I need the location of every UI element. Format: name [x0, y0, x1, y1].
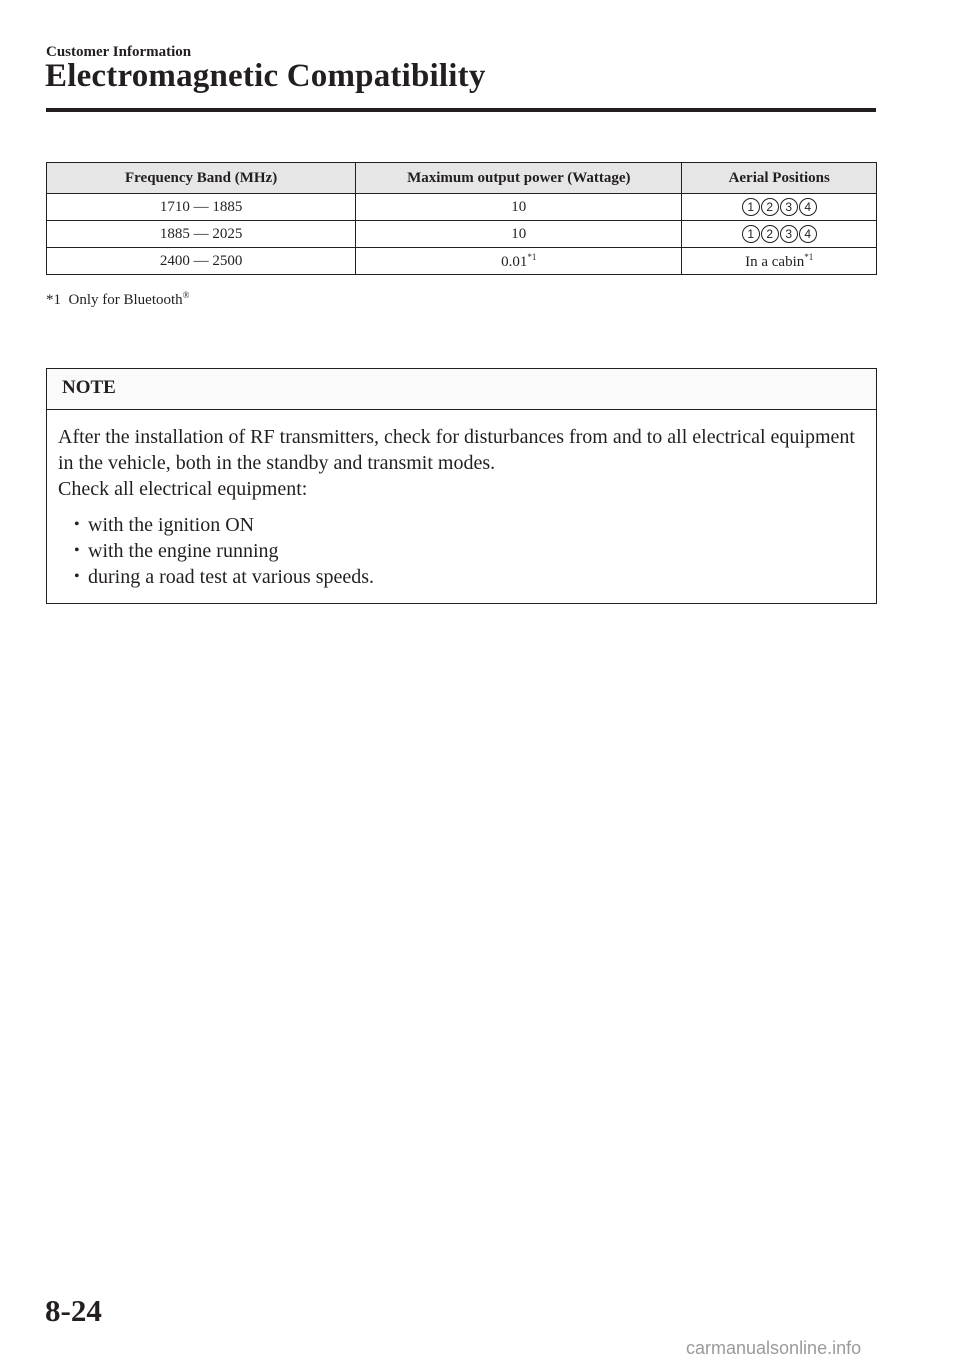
list-item-text: with the ignition ON: [88, 514, 255, 536]
aerial-position-markers: [742, 225, 817, 243]
list-item: [58, 512, 868, 538]
section-label: Customer Information: [46, 44, 192, 60]
footnote-reference: *1: [804, 251, 814, 262]
aerial-position-markers: [742, 198, 817, 216]
position-marker: 2: [761, 225, 779, 243]
cell-positions: [682, 194, 877, 221]
table-footnote: [46, 290, 190, 309]
page-number: 8-24: [45, 1293, 102, 1328]
cell-positions: [682, 221, 877, 248]
watermark: carmanualsonline.info: [686, 1338, 862, 1358]
position-marker: 2: [761, 198, 779, 216]
positions-text: In a cabin: [745, 253, 805, 270]
note-header: [47, 369, 876, 410]
footnote-reference: *1: [527, 251, 537, 262]
bullet-icon: •: [74, 568, 80, 585]
cell-power: [356, 194, 682, 221]
frequency-table: [46, 162, 877, 275]
bullet-icon: •: [74, 542, 80, 559]
list-item-text: with the engine running: [88, 540, 279, 562]
power-value: 10: [511, 225, 527, 242]
column-header-power: Maximum output power (Wattage): [356, 163, 682, 194]
note-body: [58, 424, 868, 590]
column-header-frequency: Frequency Band (MHz): [47, 163, 356, 194]
title-divider: [46, 108, 876, 112]
footnote-mark: *1: [46, 292, 61, 308]
position-marker: 1: [742, 198, 760, 216]
list-item: [58, 538, 868, 564]
note-box: [46, 368, 877, 604]
position-marker: 3: [780, 198, 798, 216]
footnote-text: Only for Bluetooth: [68, 292, 183, 308]
table-row: [47, 194, 877, 221]
page-title: Electromagnetic Compatibility: [45, 58, 486, 94]
power-value: 0.01: [501, 253, 528, 270]
note-bullet-list: [58, 512, 868, 590]
position-marker: 4: [799, 198, 817, 216]
power-value: 10: [511, 198, 527, 215]
cell-band: 1885 — 2025: [47, 221, 356, 248]
registered-symbol: ®: [182, 290, 190, 300]
cell-power: [356, 221, 682, 248]
cell-power: [356, 248, 682, 275]
column-header-aerial: Aerial Positions: [682, 163, 877, 194]
note-paragraph: Check all electrical equipment:: [58, 478, 308, 500]
note-paragraph: After the installation of RF transmitters, check for disturbances from and to all electrical equipment in the vehicle, both in the standby and transmit modes.: [58, 426, 855, 474]
list-item: [58, 564, 868, 590]
position-marker: 4: [799, 225, 817, 243]
position-marker: 1: [742, 225, 760, 243]
cell-band: 2400 — 2500: [47, 248, 356, 275]
cell-band: 1710 — 1885: [47, 194, 356, 221]
list-item-text: during a road test at various speeds.: [88, 566, 375, 588]
table-row: [47, 248, 877, 275]
table-header-row: [47, 163, 877, 194]
bullet-icon: •: [74, 516, 80, 533]
position-marker: 3: [780, 225, 798, 243]
table-row: [47, 221, 877, 248]
cell-positions: [682, 248, 877, 275]
note-title: NOTE: [62, 377, 116, 398]
